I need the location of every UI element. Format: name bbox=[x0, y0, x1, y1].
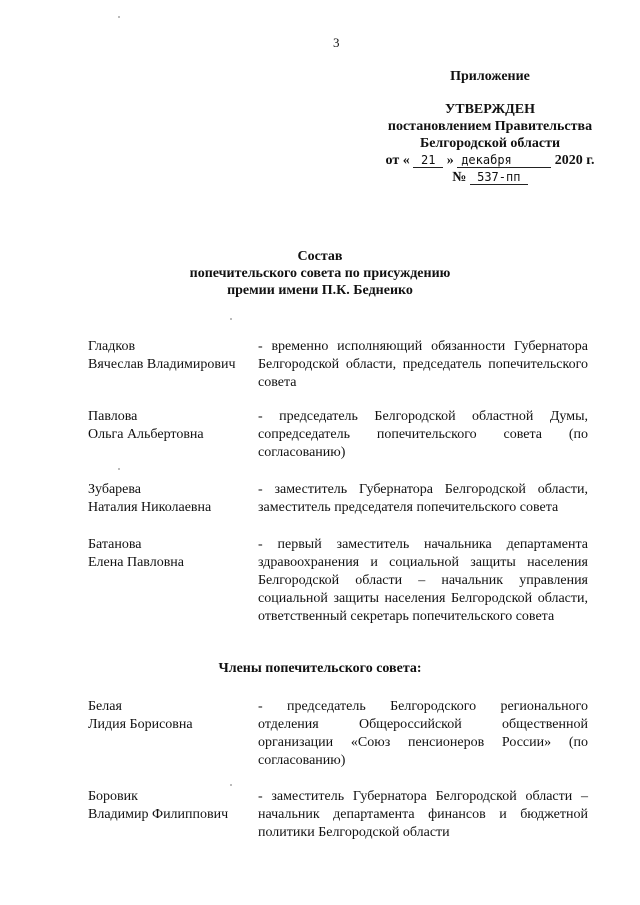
member-name bbox=[88, 788, 253, 824]
member-role: - заместитель Губернатора Белгородской области – начальник департамента финансов и бюджетной политики Белгородской области bbox=[258, 789, 588, 840]
member-name bbox=[88, 408, 253, 444]
date-year: 2020 г. bbox=[554, 153, 595, 168]
page-number: 3 bbox=[333, 35, 340, 50]
member-role: - временно исполняющий обязанности Губернатора Белгородской области, председатель попечительского совета bbox=[258, 339, 588, 390]
member-role: - председатель Белгородской областной Думы, сопредседатель попечительского совета (по согласованию) bbox=[258, 409, 588, 460]
number-prefix: № bbox=[452, 170, 467, 185]
approved-word: УТВЕРЖДЕН bbox=[444, 102, 536, 117]
section-heading: Члены попечительского совета: bbox=[218, 661, 422, 676]
member-name bbox=[88, 338, 253, 374]
member-surname: Боровик bbox=[88, 789, 138, 804]
date-day: 21 bbox=[413, 153, 443, 168]
member-surname: Белая bbox=[88, 699, 122, 714]
date-prefix: от « bbox=[385, 153, 410, 168]
member-given-name: Вячеслав Владимирович bbox=[88, 357, 236, 372]
member-given-name: Ольга Альбертовна bbox=[88, 427, 204, 442]
member-given-name: Владимир Филиппович bbox=[88, 807, 229, 822]
member-given-name: Елена Павловна bbox=[88, 555, 185, 570]
date-month: декабря bbox=[457, 153, 551, 168]
approval-date bbox=[380, 152, 600, 169]
member-surname: Гладков bbox=[88, 339, 136, 354]
scan-speck bbox=[118, 16, 120, 18]
member-role: - заместитель Губернатора Белгородской области, заместитель председателя попечительского совета bbox=[258, 482, 588, 515]
title-line-2: попечительского совета по присуждению bbox=[189, 266, 451, 281]
scan-speck bbox=[230, 318, 232, 320]
scan-speck bbox=[118, 468, 120, 470]
document-title bbox=[150, 248, 490, 299]
approval-number bbox=[380, 169, 600, 186]
member-name bbox=[88, 536, 253, 572]
approved-by-line-2: Белгородской области bbox=[419, 136, 561, 151]
title-line-3: премии имени П.К. Беднеико bbox=[227, 283, 413, 298]
scan-speck bbox=[230, 784, 232, 786]
title-line-1: Состав bbox=[297, 249, 343, 264]
approval-stamp bbox=[380, 101, 600, 186]
approved-by-line-1: постановлением Правительства bbox=[387, 119, 593, 134]
date-mid: » bbox=[446, 153, 454, 168]
member-given-name: Наталия Николаевна bbox=[88, 500, 212, 515]
member-role: - первый заместитель начальника департамента здравоохранения и социальной защиты населения Белгородской области – начальник управления социальной защиты населения Белгородской области, ответственный секретарь попечительского совета bbox=[258, 537, 588, 624]
member-surname: Батанова bbox=[88, 537, 142, 552]
member-role: - председатель Белгородского регионального отделения Общероссийской общественной организации «Союз пенсионеров России» (по согласованию) bbox=[258, 699, 588, 768]
member-surname: Зубарева bbox=[88, 482, 142, 497]
member-surname: Павлова bbox=[88, 409, 138, 424]
member-given-name: Лидия Борисовна bbox=[88, 717, 193, 732]
appendix-label: Приложение bbox=[450, 69, 530, 84]
member-name bbox=[88, 481, 253, 517]
member-name bbox=[88, 698, 253, 734]
number-value: 537-пп bbox=[470, 170, 528, 185]
